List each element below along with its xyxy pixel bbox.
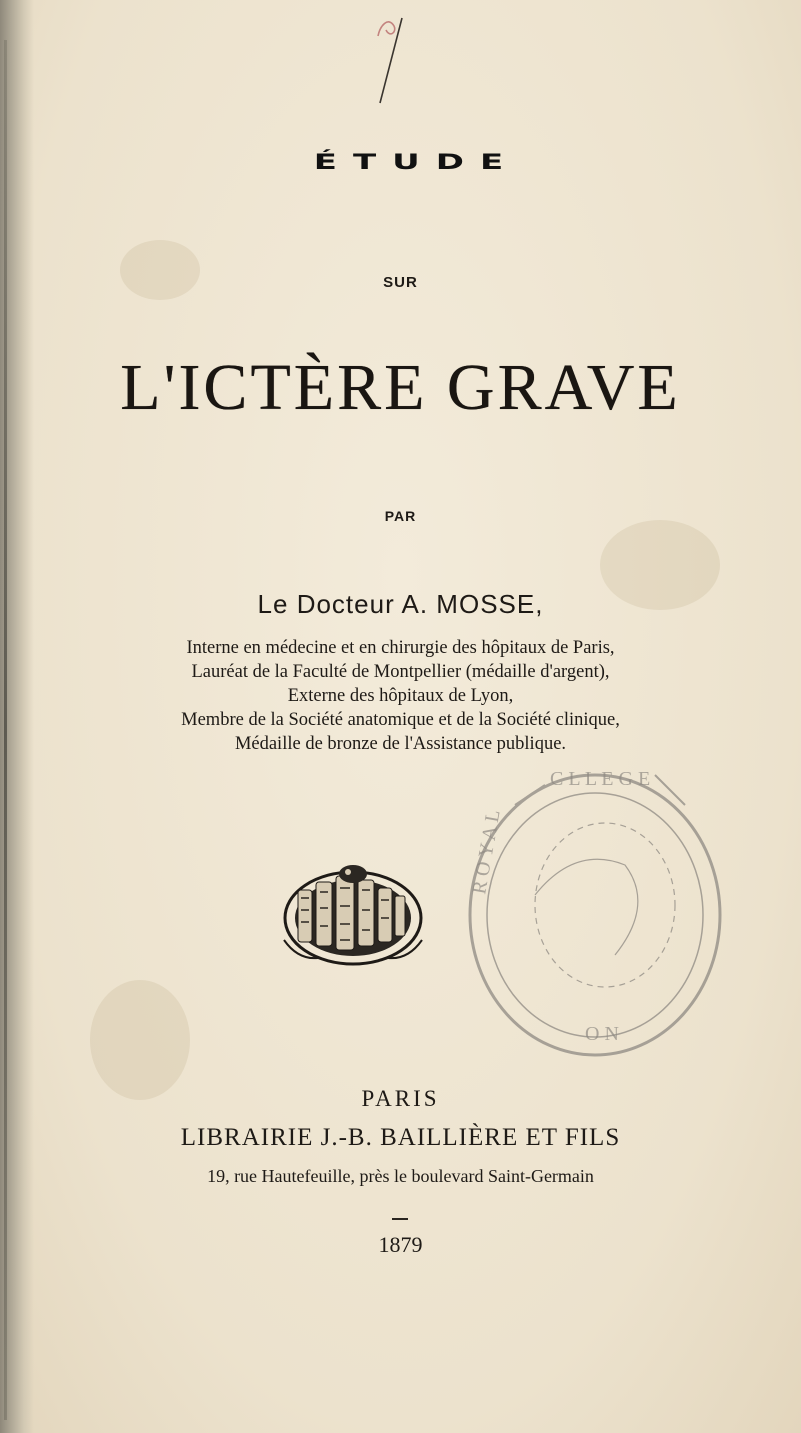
library-stamp-royal-college (455, 745, 745, 1065)
svg-text:O N: O N (585, 1023, 619, 1045)
preposition-sur: SUR (383, 274, 418, 291)
author-credentials (0, 636, 801, 756)
svg-text:C L L E G E: C L L E G E (550, 768, 651, 790)
credential-line: Membre de la Société anatomique et de la Société clinique, (181, 710, 620, 730)
publication-year: 1879 (378, 1232, 423, 1257)
credential-line: Médaille de bronze de l'Assistance publique. (234, 734, 567, 754)
author-name: Le Docteur A. MOSSE, (257, 589, 544, 619)
publisher-name: LIBRAIRIE J.-B. BAILLIÈRE ET FILS (180, 1124, 621, 1151)
publisher-address: 19, rue Hautefeuille, près le boulevard Saint-Germain (207, 1166, 594, 1186)
preposition-par: PAR (384, 508, 417, 524)
paper-stain (120, 240, 200, 300)
credential-line: Interne en médecine et en chirurgie des hôpitaux de Paris, (186, 638, 615, 658)
publication-city: PARIS (361, 1086, 440, 1111)
book-title-text: L'ICTÈRE GRAVE (120, 351, 681, 424)
svg-text:R O Y A L: R O Y A L (468, 808, 505, 896)
credential-line: Lauréat de la Faculté de Montpellier (médaille d'argent), (191, 662, 610, 682)
publisher-device-emblem (268, 860, 438, 970)
credential-line: Externe des hôpitaux de Lyon, (287, 686, 514, 706)
book-title (0, 350, 801, 426)
separator-dash (392, 1218, 408, 1220)
paper-stain (90, 980, 190, 1100)
heading-etude: ÉTUDE (313, 150, 520, 175)
handwritten-mark (360, 8, 420, 108)
